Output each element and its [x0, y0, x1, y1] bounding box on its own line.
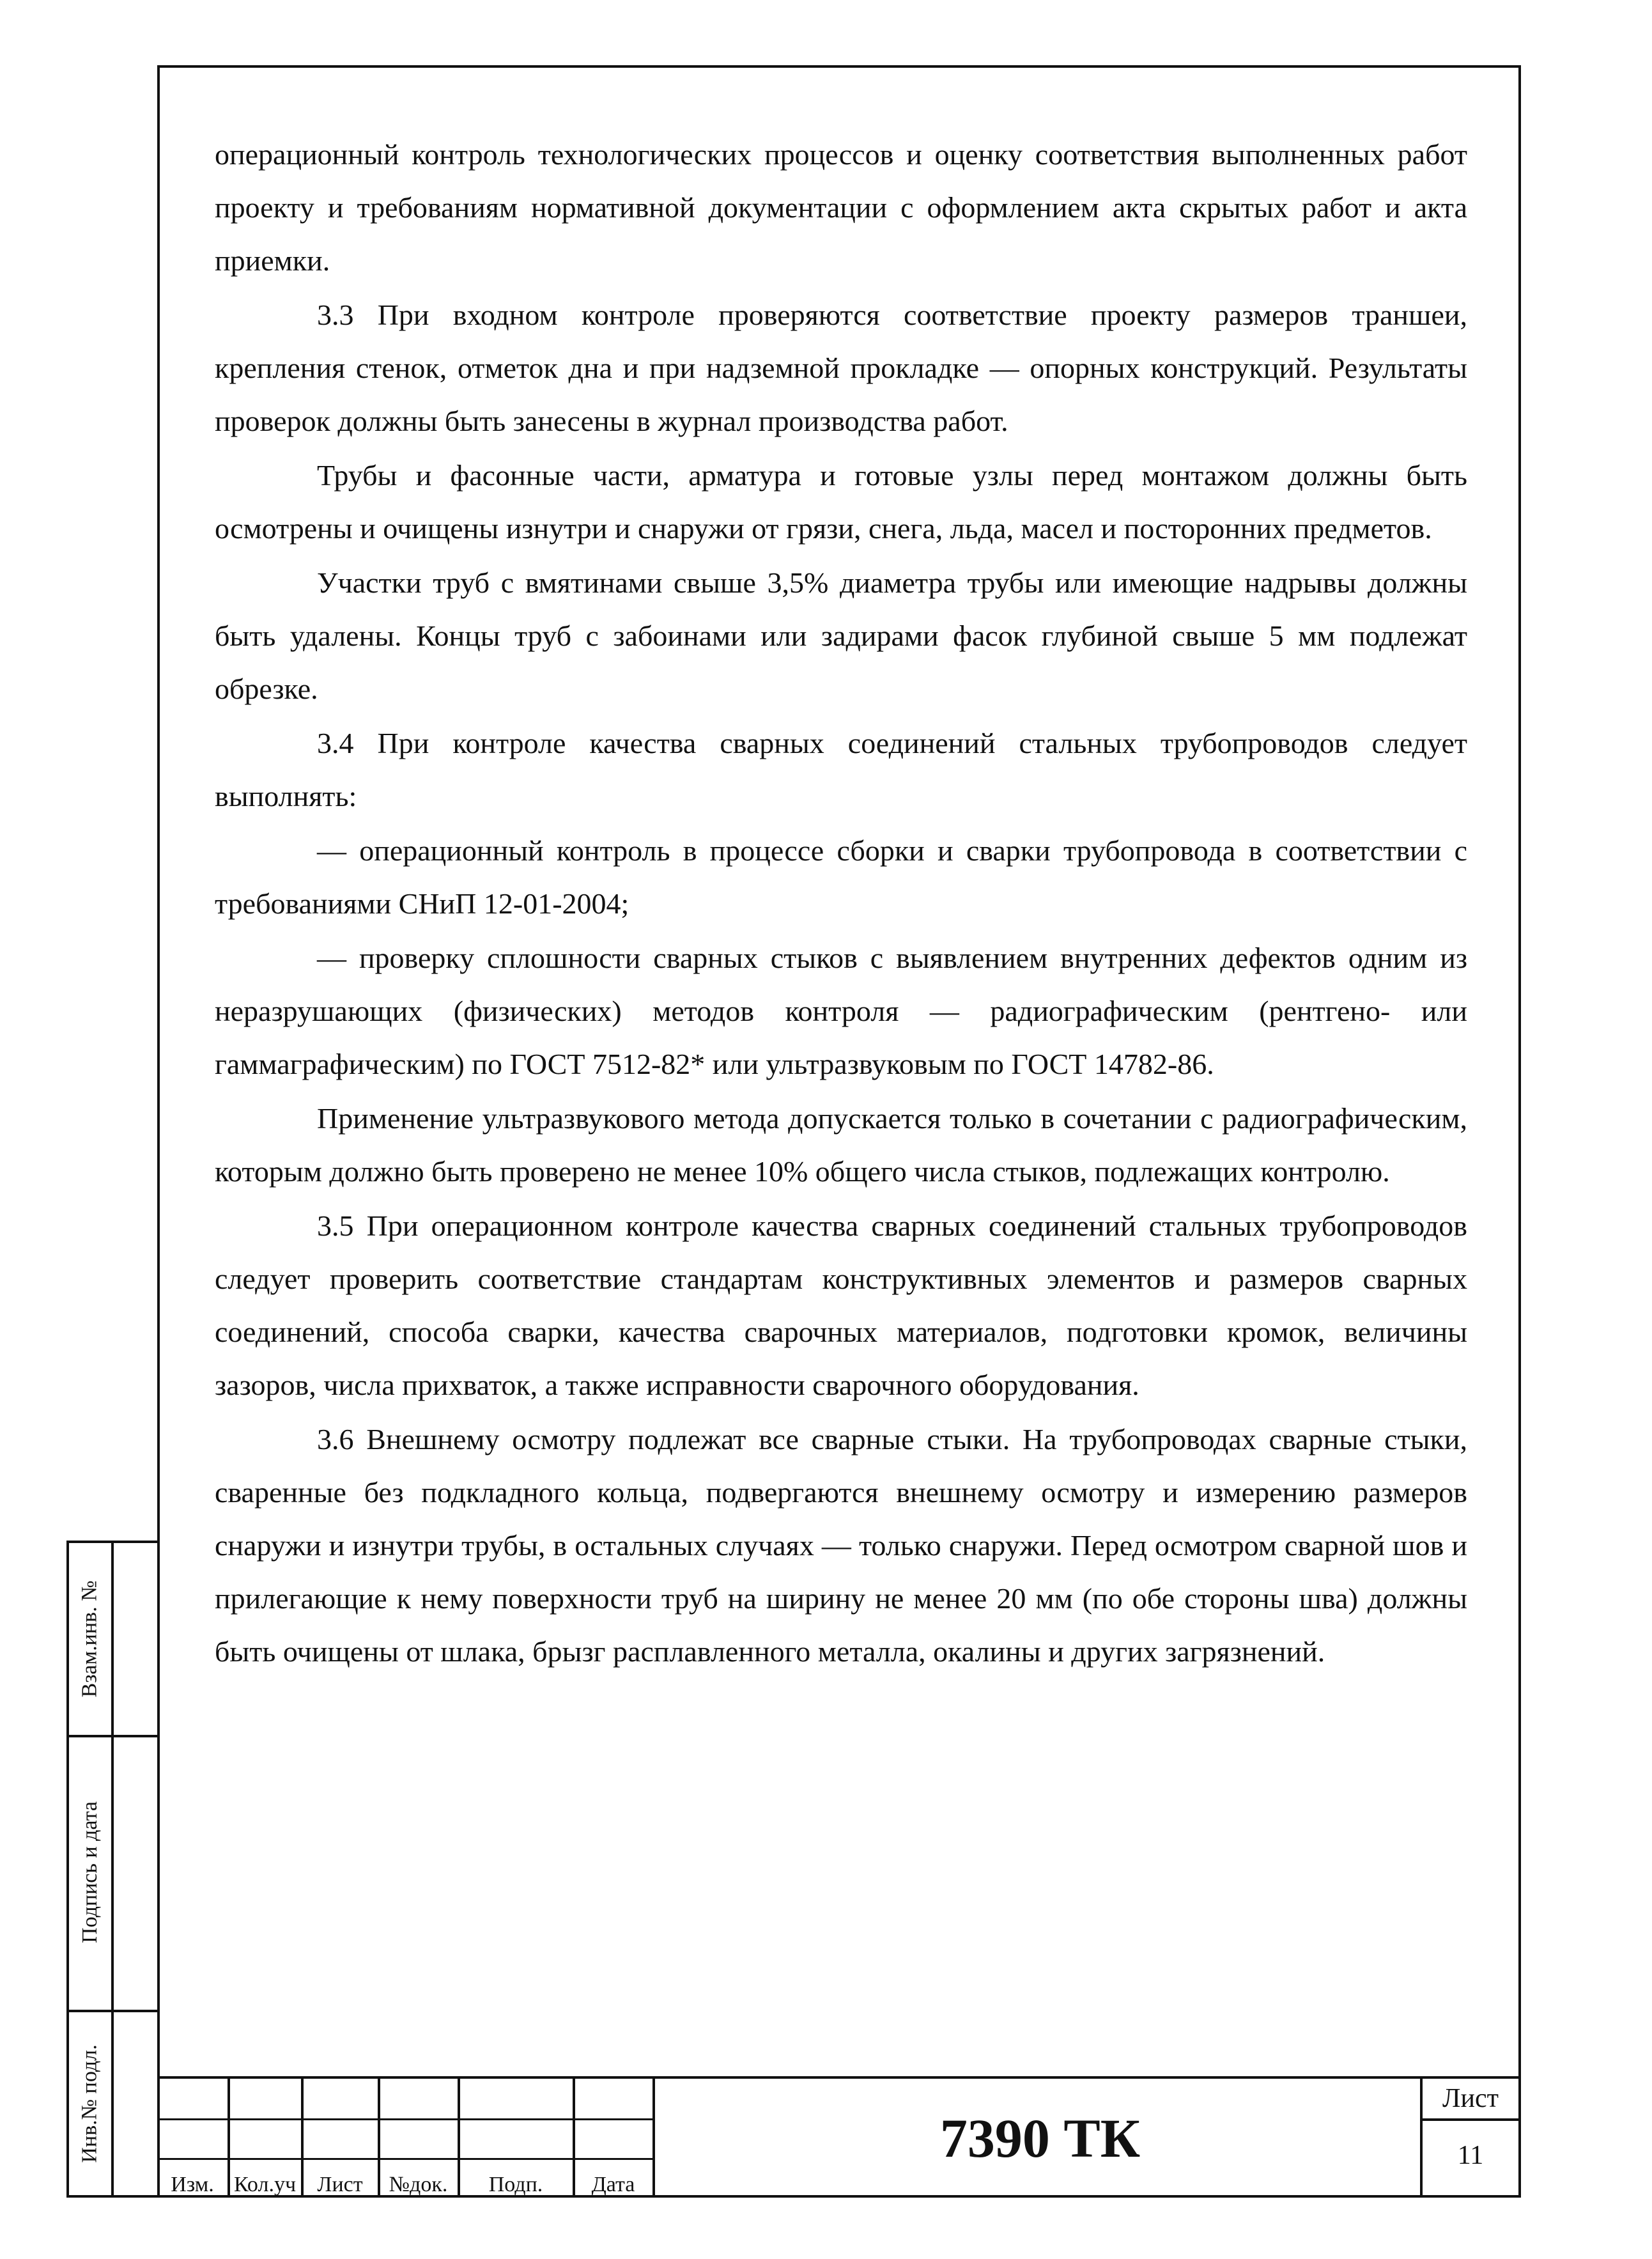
paragraph: 3.6 Внешнему осмотру подлежат все сварные стыки. На трубопроводах сварные стыки, сваренные без подкладного кольца, подвергаются внешнему осмотру и измерению размеров снаружи и изнутри трубы, в остальных случаях — только снаружи. Перед осмотром сварной шов и прилегающие к нему поверхности труб на ширину не менее 20 мм (по обе стороны шва) должны быть очищены от шлака, брызг расплавленного металла, окалины и других загрязнений.	[215, 1423, 1467, 1668]
paragraph: Участки труб с вмятинами свыше 3,5% диаметра трубы или имеющие надрывы должны быть удалены. Концы труб с забоинами или задирами фасок глубиной свыше 5 мм подлежат обрезке.	[215, 566, 1467, 705]
paragraph: Применение ультразвукового метода допускается только в сочетании с радиографическим, которым должно быть проверено не менее 10% общего числа стыков, подлежащих контролю.	[215, 1102, 1467, 1188]
side-label-replacement-inventory: Взам.инв. №	[78, 1580, 102, 1698]
paragraph: 3.3 При входном контроле проверяются соответствие проекту размеров траншеи, крепления стенок, отметок дна и при надземной прокладке — опорных конструкций. Результаты проверок должны быть занесены в журнал производства работ.	[215, 299, 1467, 437]
paragraph: — операционный контроль в процессе сборки и сварки трубопровода в соответствии с требованиями СНиП 12-01-2004;	[215, 834, 1467, 920]
side-label-original-inventory: Инв.№ подл.	[78, 2044, 102, 2163]
sheet-number: 11	[1457, 2141, 1484, 2170]
document-code: 7390 ТК	[652, 2079, 1425, 2198]
column-header: №док.	[389, 2173, 448, 2196]
sheet-label: Лист	[1423, 2079, 1518, 2121]
title-block	[157, 2076, 1521, 2198]
paragraph: — проверку сплошности сварных стыков с выявлением внутренних дефектов одним из неразрушающих (физических) методов контроля — радиографическим (рентгено- или гаммаграфическим) по ГОСТ 7512-82* или ультразвуковым по ГОСТ 14782-86.	[215, 942, 1467, 1080]
column-header: Кол.уч	[233, 2173, 297, 2196]
column-header: Изм.	[171, 2173, 214, 2196]
side-stamp	[66, 1541, 157, 2198]
column-header: Дата	[591, 2173, 635, 2196]
side-label-signature-date: Подпись и дата	[78, 1801, 102, 1943]
paragraph: операционный контроль технологических процессов и оценку соответствия выполненных работ проекту и требованиям нормативной документации с оформлением акта скрытых работ и акта приемки.	[215, 138, 1467, 277]
paragraph: Трубы и фасонные части, арматура и готовые узлы перед монтажом должны быть осмотрены и очищены изнутри и снаружи от грязи, снега, льда, масел и посторонних предметов.	[215, 459, 1467, 545]
column-header: Подп.	[488, 2173, 543, 2196]
revision-table	[157, 2079, 652, 2200]
paragraph: 3.5 При операционном контроле качества сварных соединений стальных трубопроводов следует проверить соответствие стандартам конструктивных элементов и размеров сварных соединений, способа сварки, качества сварочных материалов, подготовки кромок, величины зазоров, числа прихваток, а также исправности сварочного оборудования.	[215, 1209, 1467, 1401]
column-header: Лист	[317, 2173, 363, 2196]
sheet-box	[1420, 2079, 1521, 2198]
paragraph: 3.4 При контроле качества сварных соединений стальных трубопроводов следует выполнять:	[215, 727, 1467, 812]
document-body	[215, 128, 1467, 1678]
